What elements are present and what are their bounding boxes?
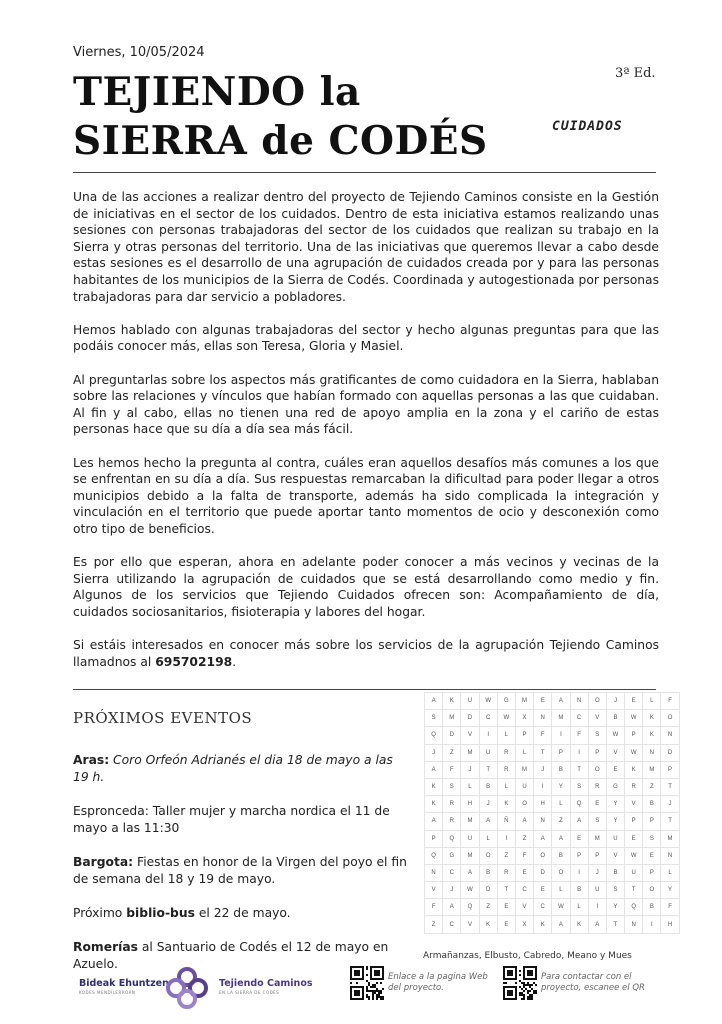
word-search-cell: E xyxy=(497,916,515,933)
article-body xyxy=(73,189,659,687)
word-search-cell: C xyxy=(443,864,461,881)
word-search-caption: Armañanzas, Elbusto, Cabredo, Meano y Mues xyxy=(423,951,632,961)
word-search-cell: J xyxy=(534,761,552,778)
word-search-cell: I xyxy=(497,830,515,847)
events-list xyxy=(73,752,408,990)
word-search-cell: U xyxy=(515,778,533,795)
contact-text: Si estáis interesados en conocer más sobre los servicios de la agrupación Tejiendo Caminos llamadnos al xyxy=(73,638,659,669)
word-search-cell: Y xyxy=(606,899,624,916)
word-search-cell: F xyxy=(443,761,461,778)
title-line-2: SIERRA de CODÉS xyxy=(73,118,488,164)
word-search-cell: M xyxy=(643,761,661,778)
word-search-row xyxy=(425,864,680,881)
word-search-cell: U xyxy=(461,830,479,847)
word-search-cell: T xyxy=(497,882,515,899)
word-search-cell: U xyxy=(625,864,643,881)
word-search-cell: I xyxy=(552,727,570,744)
word-search-cell: M xyxy=(515,761,533,778)
word-search-cell: B xyxy=(606,864,624,881)
word-search-cell: J xyxy=(461,761,479,778)
word-search-cell: D xyxy=(461,710,479,727)
logo-name: Bideak Ehuntzen xyxy=(79,978,169,989)
word-search-row xyxy=(425,899,680,916)
word-search-cell: P xyxy=(588,744,606,761)
word-search-cell: E xyxy=(534,693,552,710)
word-search-cell: B xyxy=(570,882,588,899)
bideak-ehuntzen-logo xyxy=(79,978,169,995)
word-search-cell: N xyxy=(534,710,552,727)
word-search-cell: C xyxy=(515,882,533,899)
word-search-cell: F xyxy=(515,847,533,864)
word-search-cell: P xyxy=(588,847,606,864)
event-text: Espronceda: Taller mujer y marcha nordica el 11 de mayo a las 11:30 xyxy=(73,804,390,835)
word-search-cell: Z xyxy=(479,899,497,916)
word-search-cell: K xyxy=(443,693,461,710)
section-tag: CUIDADOS xyxy=(552,119,623,134)
word-search-cell: K xyxy=(425,796,443,813)
word-search-cell: D xyxy=(443,727,461,744)
word-search-row xyxy=(425,796,680,813)
word-search-cell: A xyxy=(552,830,570,847)
word-search-row xyxy=(425,916,680,933)
word-search-cell: M xyxy=(515,693,533,710)
word-search-cell: A xyxy=(552,693,570,710)
word-search-cell: N xyxy=(661,727,679,744)
word-search-cell: J xyxy=(443,882,461,899)
word-search-row xyxy=(425,778,680,795)
word-search-cell: W xyxy=(625,744,643,761)
word-search-cell: H xyxy=(461,796,479,813)
word-search-cell: R xyxy=(625,778,643,795)
word-search-cell: Q xyxy=(461,899,479,916)
word-search-cell: Y xyxy=(606,813,624,830)
word-search-cell: Z xyxy=(425,916,443,933)
word-search-cell: A xyxy=(443,899,461,916)
word-search-cell: T xyxy=(661,813,679,830)
word-search-cell: J xyxy=(425,744,443,761)
issue-date: Viernes, 10/05/2024 xyxy=(73,45,205,60)
word-search-cell: E xyxy=(570,830,588,847)
word-search-cell: Q xyxy=(443,830,461,847)
phone-number[interactable]: 695702198 xyxy=(155,654,233,669)
word-search-cell: R xyxy=(443,796,461,813)
word-search-cell: T xyxy=(661,778,679,795)
word-search-cell: M xyxy=(443,710,461,727)
word-search-grid xyxy=(424,692,680,934)
word-search-cell: W xyxy=(461,882,479,899)
word-search-cell: Y xyxy=(552,778,570,795)
word-search-cell: T xyxy=(625,882,643,899)
word-search-cell: K xyxy=(643,727,661,744)
event-highlight: biblio-bus xyxy=(126,906,195,920)
word-search-cell: J xyxy=(479,796,497,813)
word-search-cell: U xyxy=(479,744,497,761)
word-search-cell: G xyxy=(606,778,624,795)
word-search-cell: T xyxy=(570,761,588,778)
word-search-cell: C xyxy=(570,710,588,727)
word-search-cell: K xyxy=(625,761,643,778)
event-place: Bargota: xyxy=(73,855,134,869)
website-qr-code[interactable] xyxy=(350,966,384,1000)
word-search-cell: R xyxy=(497,864,515,881)
word-search-cell: N xyxy=(625,916,643,933)
word-search-cell: A xyxy=(425,813,443,830)
newsletter-title xyxy=(73,68,488,166)
word-search-cell: W xyxy=(606,727,624,744)
word-search-cell: E xyxy=(625,830,643,847)
word-search-cell: E xyxy=(497,899,515,916)
word-search-cell: I xyxy=(570,744,588,761)
article-paragraph: Al preguntarlas sobre los aspectos más gratificantes de como cuidadora en la Sierra, hablaban sobre las relaciones y vínculos que habían formado con aquellas personas a las que cuidaban. Al fin y al cabo, ellas no tienen una red de apoyo amplia en la zona y el cariño de estas personas hace que su día a día sea más fácil. xyxy=(73,372,659,437)
word-search-cell: Z xyxy=(552,813,570,830)
word-search-row xyxy=(425,761,680,778)
word-search-cell: N xyxy=(661,847,679,864)
word-search-cell: X xyxy=(515,916,533,933)
word-search-cell: B xyxy=(479,864,497,881)
word-search-cell: M xyxy=(461,813,479,830)
word-search-cell: L xyxy=(552,796,570,813)
word-search-cell: I xyxy=(588,899,606,916)
word-search-cell: V xyxy=(515,899,533,916)
event-item xyxy=(73,752,408,786)
event-text: el 22 de mayo. xyxy=(198,906,291,920)
logo-name: Tejiendo Caminos xyxy=(219,978,313,989)
word-search-row xyxy=(425,882,680,899)
word-search-cell: Q xyxy=(625,899,643,916)
event-text: al Santuario de Codés el 12 de mayo en Azuelo. xyxy=(73,940,389,971)
word-search-cell: X xyxy=(515,710,533,727)
word-search-cell: C xyxy=(443,916,461,933)
word-search-cell: V xyxy=(425,882,443,899)
word-search-cell: Y xyxy=(606,796,624,813)
word-search-cell: J xyxy=(588,864,606,881)
word-search-cell: B xyxy=(552,761,570,778)
events-heading: PRÓXIMOS EVENTOS xyxy=(73,709,253,727)
article-paragraph: Hemos hablado con algunas trabajadoras del sector y hecho algunas preguntas para que las podáis conocer más, ellas son Teresa, Gloria y Masiel. xyxy=(73,322,659,354)
word-search-cell: W xyxy=(625,710,643,727)
word-search-cell: K xyxy=(497,796,515,813)
word-search-cell: G xyxy=(497,693,515,710)
word-search-cell: S xyxy=(443,778,461,795)
word-search-cell: W xyxy=(497,710,515,727)
title-line-1: TEJIENDO la xyxy=(73,69,361,115)
word-search-cell: Z xyxy=(643,778,661,795)
word-search-cell: C xyxy=(534,899,552,916)
word-search-cell: L xyxy=(643,693,661,710)
website-qr-caption: Enlace a la pagina Web del proyecto. xyxy=(388,972,488,993)
word-search-cell: P xyxy=(552,744,570,761)
section-divider xyxy=(73,689,656,690)
word-search-cell: Q xyxy=(570,796,588,813)
word-search-cell: V xyxy=(461,727,479,744)
word-search-cell: P xyxy=(661,761,679,778)
word-search-cell: B xyxy=(643,899,661,916)
event-text: Fiestas en honor de la Virgen del poyo el fin de semana del 18 y 19 de mayo. xyxy=(73,855,407,886)
word-search-cell: U xyxy=(588,882,606,899)
article-paragraph: Es por ello que esperan, ahora en adelante poder conocer a más vecinos y vecinas de la Sierra utilizando la agrupación de cuidados que se está desarrollando como medio y fin. Algunos de los servicios que Tejiendo Cuidados ofrecen son: Acompañamiento de día, cuidados sociosanitarios, fisioterapia y labores del hogar. xyxy=(73,555,659,619)
word-search-cell: E xyxy=(625,693,643,710)
word-search-cell: T xyxy=(606,916,624,933)
tejiendo-caminos-logo xyxy=(219,978,313,995)
word-search-cell: B xyxy=(552,847,570,864)
word-search-cell: A xyxy=(588,916,606,933)
word-search-cell: A xyxy=(552,916,570,933)
logo-subtitle: KODES MENDILERROAN xyxy=(79,990,136,995)
word-search-cell: P xyxy=(643,813,661,830)
word-search-cell: V xyxy=(625,796,643,813)
word-search-cell: I xyxy=(570,864,588,881)
word-search-cell: F xyxy=(661,693,679,710)
word-search-cell: R xyxy=(497,744,515,761)
event-place: Aras: xyxy=(73,753,110,767)
word-search-cell: A xyxy=(570,813,588,830)
word-search-cell: F xyxy=(534,727,552,744)
word-search-cell: O xyxy=(588,693,606,710)
word-search-cell: T xyxy=(534,744,552,761)
word-search-cell: Q xyxy=(425,847,443,864)
word-search-cell: T xyxy=(479,761,497,778)
contact-qr-code[interactable] xyxy=(503,966,537,1000)
word-search-row xyxy=(425,830,680,847)
word-search-cell: W xyxy=(479,693,497,710)
event-item xyxy=(73,854,408,888)
word-search-cell: M xyxy=(588,830,606,847)
word-search-cell: L xyxy=(552,882,570,899)
event-text: Coro Orfeón Adrianés el dia 18 de mayo a las 19 h. xyxy=(73,753,393,784)
word-search-cell: V xyxy=(588,710,606,727)
word-search-cell: O xyxy=(552,864,570,881)
word-search-cell: K xyxy=(425,778,443,795)
word-search-row xyxy=(425,744,680,761)
word-search-cell: F xyxy=(425,899,443,916)
word-search-cell: K xyxy=(570,916,588,933)
word-search-cell: Z xyxy=(443,744,461,761)
article-paragraph: Les hemos hecho la pregunta al contra, cuáles eran aquellos desafíos más comunes a los que se enfrentan en su día a día. Sus respuestas remarcaban la dificultad para poder llegar a otros municipios debido a la falta de transporte, además ha sido complicada la integración y vinculación en el territorio que puede aportar tanto momentos de ocio y desconexión como otro tipo de beneficios. xyxy=(73,455,659,536)
word-search-cell: L xyxy=(661,864,679,881)
word-search-cell: J xyxy=(661,796,679,813)
word-search-cell: P xyxy=(625,813,643,830)
word-search-cell: P xyxy=(425,830,443,847)
word-search-cell: L xyxy=(461,778,479,795)
word-search-cell: R xyxy=(497,761,515,778)
word-search-cell: P xyxy=(625,727,643,744)
word-search-cell: N xyxy=(425,864,443,881)
word-search-cell: E xyxy=(606,761,624,778)
word-search-cell: P xyxy=(570,847,588,864)
word-search-cell: F xyxy=(570,727,588,744)
word-search-cell: P xyxy=(515,727,533,744)
contact-end: . xyxy=(232,654,237,669)
word-search-cell: Z xyxy=(515,830,533,847)
word-search-cell: E xyxy=(534,882,552,899)
article-paragraph: Una de las acciones a realizar dentro del proyecto de Tejiendo Caminos consiste en la Gestión de iniciativas en el sector de los cuidados. Dentro de esta iniciativa estamos realizando unas sesiones con personas trabajadoras del sector de los cuidados que realizan su trabajo en la Sierra y otras personas del territorio. Una de las iniciativas que queremos llevar a cabo desde estas sesiones es el desarrollo de una agrupación de cuidados creada por y para las personas habitantes de los municipios de la Sierra de Codés. Coordinada y autogestionada por personas trabajadoras para dar servicio a pobladores. xyxy=(73,190,659,304)
word-search-cell: I xyxy=(479,727,497,744)
word-search-cell: M xyxy=(661,830,679,847)
word-search-cell: J xyxy=(606,693,624,710)
word-search-cell: E xyxy=(588,796,606,813)
knot-logo-icon xyxy=(164,965,210,1015)
word-search-cell: N xyxy=(534,813,552,830)
word-search-cell: K xyxy=(479,916,497,933)
event-item xyxy=(73,803,408,837)
word-search-cell: O xyxy=(588,761,606,778)
word-search-cell: A xyxy=(461,864,479,881)
word-search-cell: Q xyxy=(425,727,443,744)
word-search-cell: A xyxy=(425,693,443,710)
word-search-row xyxy=(425,847,680,864)
word-search-cell: L xyxy=(479,830,497,847)
word-search-cell: H xyxy=(534,796,552,813)
event-item xyxy=(73,905,408,922)
logo-subtitle: EN LA SIERRA DE CODÉS xyxy=(219,990,280,995)
word-search-cell: D xyxy=(534,864,552,881)
word-search-cell: A xyxy=(515,813,533,830)
word-search-cell: C xyxy=(479,710,497,727)
word-search-cell: S xyxy=(570,778,588,795)
word-search-cell: Ñ xyxy=(497,813,515,830)
word-search-cell: R xyxy=(588,778,606,795)
word-search-cell: L xyxy=(515,744,533,761)
word-search-cell: W xyxy=(625,847,643,864)
word-search-cell: M xyxy=(461,744,479,761)
word-search-cell: M xyxy=(552,710,570,727)
word-search-row xyxy=(425,727,680,744)
word-search-row xyxy=(425,693,680,710)
event-text: Próximo xyxy=(73,906,123,920)
word-search-cell: S xyxy=(588,727,606,744)
word-search-cell: A xyxy=(534,830,552,847)
word-search-cell: R xyxy=(443,813,461,830)
word-search-cell: N xyxy=(643,744,661,761)
word-search-cell: O xyxy=(534,847,552,864)
word-search-cell: L xyxy=(570,899,588,916)
word-search-cell: M xyxy=(461,847,479,864)
word-search-row xyxy=(425,813,680,830)
word-search-cell: K xyxy=(534,916,552,933)
word-search-cell: A xyxy=(479,813,497,830)
word-search-cell: E xyxy=(515,864,533,881)
word-search-cell: O xyxy=(661,710,679,727)
word-search-cell: P xyxy=(643,864,661,881)
contact-paragraph xyxy=(73,637,659,670)
word-search-cell: G xyxy=(443,847,461,864)
word-search-cell: Y xyxy=(661,882,679,899)
word-search-cell: Z xyxy=(497,847,515,864)
word-search-cell: L xyxy=(497,778,515,795)
word-search-cell: V xyxy=(461,916,479,933)
word-search-cell: K xyxy=(643,710,661,727)
word-search-cell: F xyxy=(661,899,679,916)
word-search-row xyxy=(425,710,680,727)
word-search-cell: B xyxy=(479,778,497,795)
word-search-cell: W xyxy=(552,899,570,916)
word-search-cell: S xyxy=(643,830,661,847)
word-search-cell: I xyxy=(534,778,552,795)
word-search-cell: V xyxy=(606,847,624,864)
contact-qr-caption: Para contactar con el proyecto, escanee el QR xyxy=(541,972,645,993)
word-search-cell: H xyxy=(661,916,679,933)
word-search-cell: I xyxy=(643,916,661,933)
word-search-cell: S xyxy=(606,882,624,899)
word-search-cell: U xyxy=(461,693,479,710)
edition-label: 3ª Ed. xyxy=(615,66,656,81)
event-highlight: Romerías xyxy=(73,940,138,954)
word-search-cell: O xyxy=(479,847,497,864)
word-search-cell: O xyxy=(643,882,661,899)
word-search-cell: O xyxy=(515,796,533,813)
word-search-cell: E xyxy=(643,847,661,864)
word-search-cell: N xyxy=(570,693,588,710)
word-search-cell: U xyxy=(606,830,624,847)
word-search-cell: V xyxy=(606,744,624,761)
word-search-cell: A xyxy=(425,761,443,778)
word-search-cell: S xyxy=(588,813,606,830)
word-search-cell: L xyxy=(497,727,515,744)
word-search-cell: B xyxy=(606,710,624,727)
header-divider xyxy=(73,172,656,173)
word-search-cell: B xyxy=(643,796,661,813)
word-search-cell: D xyxy=(479,882,497,899)
word-search-cell: S xyxy=(425,710,443,727)
word-search-cell: D xyxy=(661,744,679,761)
